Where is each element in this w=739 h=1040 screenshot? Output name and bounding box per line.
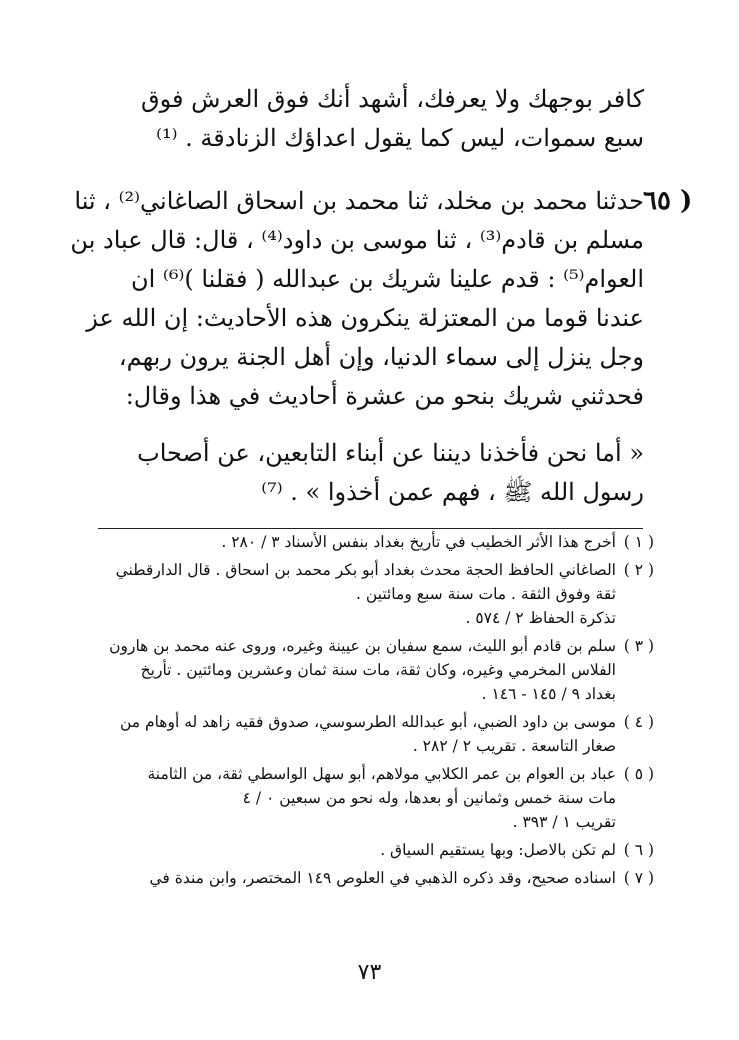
- footnote-number: ( ٧ ): [623, 869, 654, 887]
- text-line: رسول الله ﷺ ، فهم عمن أخذوا » . ⁽⁷⁾: [261, 478, 644, 506]
- text-line: عندنا قوما من المعتزلة ينكرون هذه الأحاديث: إن الله عز: [86, 304, 644, 332]
- text-line: كافر بوجهك ولا يعرفك، أشهد أنك فوق العرش فوق: [140, 85, 644, 113]
- footnote-line: تذكرة الحفاظ ٢ / ٥٧٤ .: [465, 609, 616, 627]
- hadith-number: ٦٥ ): [643, 186, 693, 216]
- footnote-number: ( ٦ ): [623, 841, 654, 859]
- footnote-line: صغار التاسعة . تقريب ٢ / ٢٨٢ .: [412, 737, 616, 755]
- footnote: [94, 866, 654, 890]
- footnote-number: ( ٢ ): [623, 561, 654, 579]
- footnote-line: سلم بن قادم أبو الليث، سمع سفيان بن عيينة وغيره، وروى عنه محمد بن هارون: [109, 637, 616, 655]
- text-line: فحدثني شريك بنحو من عشرة أحاديث في هذا وقال:: [125, 382, 644, 410]
- footnote-line: لم تكن بالاصل: وبها يستقيم السياق .: [380, 841, 616, 859]
- hadith-paragraph: [70, 182, 644, 416]
- text-line: وجل ينزل إلى سماء الدنيا، وإن أهل الجنة يرون ربهم،: [118, 343, 644, 371]
- footnote-divider: [98, 528, 643, 529]
- footnote-line: موسى بن داود الضبي، أبو عبدالله الطرسوسي، صدوق فقيه زاهد له أوهام من: [119, 713, 616, 731]
- footnote-line: ثقة وفوق الثقة . مات سنة سبع ومائتين .: [355, 585, 616, 603]
- text-line: العوام⁽⁵⁾ : قدم علينا شريك بن عبدالله ( فقلنا )⁽⁶⁾ ان: [131, 265, 644, 293]
- footnote-line: الفلاس المخرمي وغيره، وكان ثقة، مات سنة ثمان وعشرين ومائتين . تأريخ: [140, 661, 616, 679]
- footnote: [94, 838, 654, 862]
- footnote-line: تقريب ١ / ٣٩٣ .: [512, 813, 616, 831]
- footnote-line: اسناده صحيح، وقد ذكره الذهبي في العلوص ١٤٩ المختصر، وابن مندة في: [149, 869, 616, 887]
- footnote-line: الصاغاني الحافظ الحجة محدث بغداد أبو بكر محمد بن اسحاق . قال الدارقطني: [115, 561, 616, 579]
- footnote-line: أخرج هذا الأثر الخطيب في تأريخ بغداد بنفس الأسناد ٣ / ٢٨٠ .: [221, 533, 616, 551]
- text-line: سبع سموات، ليس كما يقول اعداؤك الزنادقة . ⁽¹⁾: [156, 124, 644, 152]
- footnote: [94, 710, 654, 758]
- text-line: مسلم بن قادم⁽³⁾ ، ثنا موسى بن داود⁽⁴⁾ ، قال: قال عباد بن: [70, 226, 644, 254]
- footnote-line: عباد بن العوام بن عمر الكلابي مولاهم، أبو سهل الواسطي ثقة، من الثامنة: [147, 765, 616, 783]
- footnote-line: بغداد ٩ / ١٤٥ - ١٤٦ .: [481, 685, 616, 703]
- footnote-number: ( ٤ ): [623, 713, 654, 731]
- footnote-line: مات سنة خمس وثمانين أو بعدها، وله نحو من سبعين ٠ / ٤: [242, 789, 616, 807]
- footnote: [94, 530, 654, 554]
- text-line: « أما نحن فأخذنا ديننا عن أبناء التابعين، عن أصحاب: [137, 439, 644, 467]
- text-line: حدثنا محمد بن مخلد، ثنا محمد بن اسحاق الصاغاني⁽²⁾ ، ثنا: [74, 187, 644, 215]
- footnote-number: ( ٣ ): [623, 637, 654, 655]
- page-number: ٧٣: [357, 960, 382, 985]
- quote-paragraph: [99, 434, 644, 512]
- footnote: [94, 762, 654, 834]
- footnote: [94, 634, 654, 706]
- intro-paragraph: [99, 80, 644, 158]
- footnotes-section: [94, 530, 654, 894]
- footnote-number: ( ٥ ): [623, 765, 654, 783]
- footnote-number: ( ١ ): [623, 533, 654, 551]
- footnote: [94, 558, 654, 630]
